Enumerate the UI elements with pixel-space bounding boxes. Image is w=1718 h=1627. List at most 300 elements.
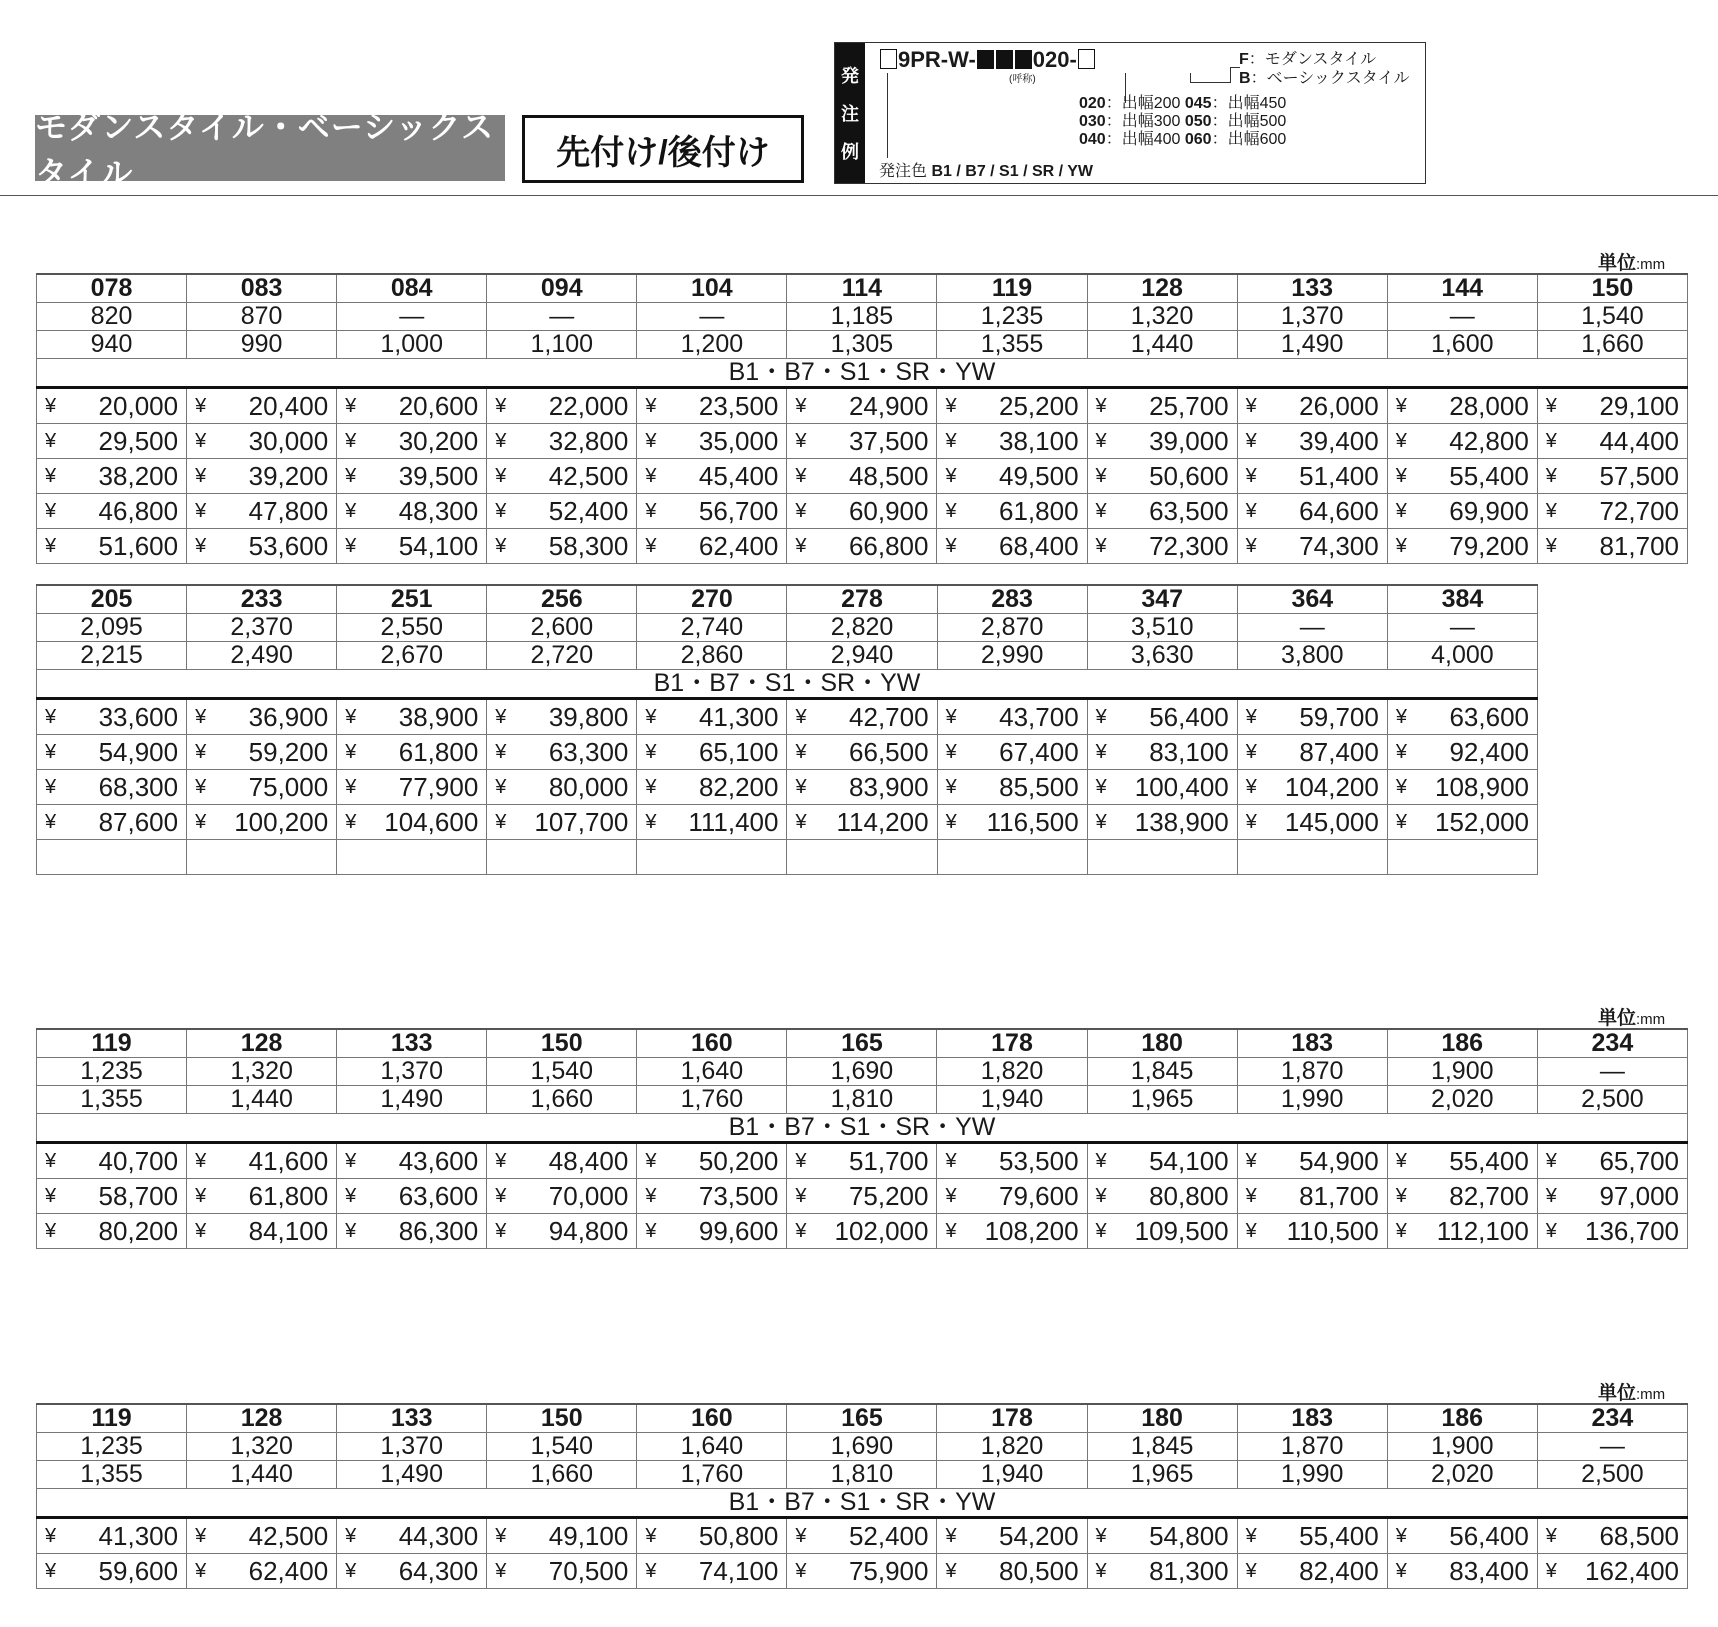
price-value: 68,500 [1599,1521,1679,1551]
dimension-value: 2,370 [187,614,337,642]
yen-symbol: ¥ [45,395,57,417]
yen-symbol: ¥ [345,1525,357,1547]
price-cell [1087,1518,1237,1554]
price-value: 45,400 [698,461,779,491]
price-value: 41,600 [248,1146,329,1176]
price-value: 83,400 [1449,1556,1529,1586]
price-cell [1237,735,1387,770]
price-cell [1087,459,1237,494]
price-value: 84,100 [248,1216,329,1246]
price-cell [1237,1554,1387,1589]
price-row [37,1143,1688,1179]
order-tag-char: 発 [841,66,859,86]
connector-line [1190,82,1230,83]
price-value: 104,200 [1284,772,1379,802]
price-cell [1237,1214,1387,1249]
price-value: 109,500 [1134,1216,1229,1246]
price-value: 41,300 [98,1521,179,1551]
price-value: 51,400 [1299,461,1379,491]
dimension-value: 1,820 [937,1433,1087,1461]
price-value: 145,000 [1284,807,1379,837]
style-desc: ：ベーシックスタイル [1250,70,1410,87]
price-cell [787,1143,937,1179]
price-row [37,494,1688,529]
price-cell [1537,1214,1687,1249]
filled-box [1015,50,1032,69]
price-value: 61,800 [999,496,1079,526]
dimension-value: 4,000 [1387,642,1537,670]
dimension-row [37,614,1538,642]
yen-symbol: ¥ [945,706,957,728]
price-value: 30,200 [398,426,479,456]
blank-cell [1087,840,1237,875]
price-value: 58,700 [98,1181,179,1211]
price-value: 42,800 [1449,426,1529,456]
price-value: 23,500 [698,391,779,421]
connector-line [1190,73,1191,82]
price-value: 61,800 [398,737,479,767]
width-desc: ：出幅200 [1105,95,1181,112]
dimension-value: 1,940 [937,1461,1087,1489]
price-cell [1387,529,1537,564]
placeholder-box [1078,49,1095,69]
price-value: 74,300 [1299,531,1379,561]
price-cell [937,459,1087,494]
dimension-value: 1,235 [937,303,1087,331]
price-value: 43,600 [398,1146,479,1176]
price-value: 82,400 [1299,1556,1379,1586]
dimension-value: 1,320 [187,1433,337,1461]
yen-symbol: ¥ [495,1560,507,1582]
price-value: 104,600 [384,807,479,837]
yen-symbol: ¥ [345,1220,357,1242]
dimension-value: 1,965 [1087,1086,1237,1114]
price-cell [637,388,787,424]
price-value: 87,600 [98,807,179,837]
price-cell [637,1214,787,1249]
model-code: 150 [487,1404,637,1433]
model-code: 234 [1537,1404,1687,1433]
style-legend [1239,50,1409,88]
yen-symbol: ¥ [1245,1560,1257,1582]
price-value: 22,000 [548,391,629,421]
yen-symbol: ¥ [1545,395,1557,417]
yen-symbol: ¥ [1545,1150,1557,1172]
yen-symbol: ¥ [795,1220,807,1242]
price-cell [787,1518,937,1554]
yen-symbol: ¥ [195,1185,207,1207]
yen-symbol: ¥ [1245,430,1257,452]
yen-symbol: ¥ [1245,535,1257,557]
yen-symbol: ¥ [45,500,57,522]
price-value: 80,800 [1149,1181,1229,1211]
price-value: 53,500 [999,1146,1079,1176]
price-cell [487,770,637,805]
price-value: 77,900 [398,772,479,802]
dimension-value: 1,000 [337,331,487,359]
price-cell [1237,1143,1387,1179]
model-code: 150 [1537,274,1687,303]
dimension-value: 2,740 [637,614,787,642]
yen-symbol: ¥ [795,1185,807,1207]
price-cell [1237,805,1387,840]
price-cell [37,699,187,735]
price-cell [637,424,787,459]
yen-symbol: ¥ [45,741,57,763]
price-value: 54,100 [1149,1146,1229,1176]
price-value: 36,900 [248,702,329,732]
model-code: 160 [637,1029,787,1058]
price-cell [787,459,937,494]
dimension-value: 2,095 [37,614,187,642]
yen-symbol: ¥ [495,776,507,798]
dimension-value: 1,540 [487,1433,637,1461]
price-cell [487,735,637,770]
yen-symbol: ¥ [795,706,807,728]
price-cell [187,699,337,735]
yen-symbol: ¥ [45,535,57,557]
dimension-value: 1,760 [637,1086,787,1114]
dimension-value: 1,370 [337,1433,487,1461]
blank-cell [337,840,487,875]
yen-symbol: ¥ [195,741,207,763]
yen-symbol: ¥ [1545,535,1557,557]
yen-symbol: ¥ [1395,741,1407,763]
width-code: 060 [1184,131,1212,148]
price-cell [637,805,787,840]
dimension-value: 1,200 [637,331,787,359]
yen-symbol: ¥ [495,535,507,557]
order-tag-char: 例 [841,142,859,162]
price-value: 39,800 [548,702,629,732]
price-value: 20,400 [248,391,329,421]
dimension-value: 990 [187,331,337,359]
price-cell [337,1554,487,1589]
model-code: 347 [1087,585,1237,614]
code-prefix: 9PR-W- [898,47,976,72]
width-desc: ：出幅600 [1211,131,1287,148]
price-cell [37,459,187,494]
width-desc: ：出幅400 [1105,131,1181,148]
price-value: 40,700 [98,1146,179,1176]
yen-symbol: ¥ [45,430,57,452]
model-code: 178 [937,1404,1087,1433]
price-value: 35,000 [698,426,779,456]
price-value: 54,100 [398,531,479,561]
dimension-value: 2,600 [487,614,637,642]
price-cell [187,424,337,459]
price-value: 25,200 [999,391,1079,421]
blank-cell [937,840,1087,875]
dimension-value: 3,630 [1087,642,1237,670]
dimension-value: 1,990 [1237,1086,1387,1114]
dimension-value: 1,370 [1237,303,1387,331]
yen-symbol: ¥ [195,776,207,798]
yen-symbol: ¥ [795,430,807,452]
price-value: 108,900 [1435,772,1529,802]
price-cell [337,424,487,459]
price-value: 116,500 [986,807,1079,837]
price-value: 38,900 [398,702,479,732]
yen-symbol: ¥ [1245,776,1257,798]
price-cell [937,1179,1087,1214]
yen-symbol: ¥ [45,1220,57,1242]
price-cell [1537,388,1687,424]
dimension-value: 1,355 [37,1086,187,1114]
price-value: 60,900 [848,496,929,526]
dimension-value: 3,800 [1237,642,1387,670]
price-cell [787,529,937,564]
yen-symbol: ¥ [1545,1560,1557,1582]
price-value: 62,400 [698,531,779,561]
yen-symbol: ¥ [195,465,207,487]
style-key: F [1239,51,1249,68]
yen-symbol: ¥ [345,1560,357,1582]
yen-symbol: ¥ [945,465,957,487]
price-cell [787,699,937,735]
dimension-value: 2,500 [1537,1086,1687,1114]
price-value: 82,700 [1449,1181,1529,1211]
yen-symbol: ¥ [345,1150,357,1172]
price-value: 30,000 [248,426,329,456]
dimension-value: 3,510 [1087,614,1237,642]
dimension-value: 1,660 [1537,331,1687,359]
blank-cell [787,840,937,875]
price-cell [1087,529,1237,564]
price-cell [1237,529,1387,564]
dimension-value: 1,540 [1537,303,1687,331]
price-cell [187,805,337,840]
price-cell [1387,735,1537,770]
price-row [37,529,1688,564]
yen-symbol: ¥ [945,535,957,557]
price-cell [787,735,937,770]
price-value: 108,200 [984,1216,1079,1246]
price-cell [1087,770,1237,805]
price-cell [1387,699,1537,735]
price-cell [1387,1143,1537,1179]
price-cell [937,699,1087,735]
yen-symbol: ¥ [645,500,657,522]
price-cell [337,1518,487,1554]
yen-symbol: ¥ [195,500,207,522]
dimension-value: — [1537,1058,1687,1086]
dimension-value: 2,940 [787,642,937,670]
width-code: 020 [1079,95,1106,112]
yen-symbol: ¥ [495,500,507,522]
price-value: 66,500 [849,737,929,767]
price-cell [787,388,937,424]
yen-symbol: ¥ [795,811,807,833]
dimension-value: 1,900 [1387,1058,1537,1086]
price-value: 33,600 [98,702,179,732]
price-value: 38,200 [98,461,179,491]
model-code: 364 [1237,585,1387,614]
price-value: 80,200 [98,1216,179,1246]
price-value: 52,400 [848,1521,929,1551]
price-value: 72,300 [1149,531,1229,561]
price-cell [187,529,337,564]
blank-cell [1237,840,1387,875]
price-cell [937,1554,1087,1589]
price-value: 114,200 [836,807,929,837]
price-cell [1387,805,1537,840]
yen-symbol: ¥ [1395,465,1407,487]
color-row [37,359,1688,388]
model-code: 180 [1087,1404,1237,1433]
yen-symbol: ¥ [345,741,357,763]
price-value: 59,600 [98,1556,179,1586]
price-cell [637,529,787,564]
yen-symbol: ¥ [645,706,657,728]
model-code: 119 [37,1404,187,1433]
price-cell [37,805,187,840]
price-cell [337,494,487,529]
color-row [37,670,1538,699]
price-value: 63,500 [1149,496,1229,526]
price-value: 65,700 [1599,1146,1679,1176]
price-cell [1537,1179,1687,1214]
yen-symbol: ¥ [1245,465,1257,487]
yen-symbol: ¥ [345,706,357,728]
yen-symbol: ¥ [1095,706,1107,728]
dimension-value: 820 [37,303,187,331]
price-table [36,1028,1688,1249]
dimension-value: 1,660 [487,1461,637,1489]
yen-symbol: ¥ [345,1185,357,1207]
price-value: 44,400 [1599,426,1679,456]
model-code: 278 [787,585,937,614]
price-value: 64,300 [398,1556,479,1586]
price-value: 112,100 [1436,1216,1529,1246]
price-cell [1087,699,1237,735]
price-value: 39,400 [1299,426,1379,456]
price-value: 67,400 [999,737,1079,767]
model-code: 128 [187,1029,337,1058]
price-value: 43,700 [999,702,1079,732]
yen-symbol: ¥ [495,1220,507,1242]
price-value: 83,900 [849,772,929,802]
price-value: 39,000 [1149,426,1229,456]
yen-symbol: ¥ [195,395,207,417]
yen-symbol: ¥ [195,535,207,557]
price-cell [1537,1518,1687,1554]
yen-symbol: ¥ [945,776,957,798]
price-value: 97,000 [1599,1181,1679,1211]
price-value: 39,200 [248,461,329,491]
model-code: 084 [337,274,487,303]
dimension-value: 1,870 [1237,1433,1387,1461]
price-value: 94,800 [548,1216,629,1246]
yen-symbol: ¥ [1545,500,1557,522]
dimension-value: 2,020 [1387,1086,1537,1114]
price-value: 162,400 [1585,1556,1679,1586]
price-cell [637,1518,787,1554]
model-code: 128 [187,1404,337,1433]
model-code: 234 [1537,1029,1687,1058]
price-table [36,584,1538,875]
color-row [37,1489,1688,1518]
yen-symbol: ¥ [1245,500,1257,522]
model-code: 183 [1237,1029,1387,1058]
price-value: 28,000 [1449,391,1529,421]
price-value: 87,400 [1299,737,1379,767]
price-row [37,699,1538,735]
price-cell [1087,1214,1237,1249]
price-value: 85,500 [999,772,1079,802]
yen-symbol: ¥ [795,1150,807,1172]
price-cell [487,388,637,424]
price-table [36,1403,1688,1589]
price-cell [487,529,637,564]
price-value: 29,100 [1599,391,1679,421]
price-value: 138,900 [1134,807,1229,837]
price-value: 56,700 [698,496,779,526]
yen-symbol: ¥ [1395,1525,1407,1547]
price-value: 63,600 [398,1181,479,1211]
price-value: 41,300 [698,702,779,732]
unit-label: 単位:mm [1598,1008,1666,1029]
price-cell [1237,1518,1387,1554]
yen-symbol: ¥ [45,465,57,487]
dimension-row [37,303,1688,331]
model-code-row [37,274,1688,303]
price-cell [937,529,1087,564]
yen-symbol: ¥ [645,430,657,452]
price-cell [1537,459,1687,494]
model-code: 119 [937,274,1087,303]
order-example-tag [835,43,865,183]
yen-symbol: ¥ [345,430,357,452]
price-cell [487,1554,637,1589]
price-cell [37,424,187,459]
price-cell [1087,424,1237,459]
price-value: 46,800 [98,496,179,526]
price-cell [937,1518,1087,1554]
model-code: 270 [637,585,787,614]
price-value: 55,400 [1299,1521,1379,1551]
dimension-value: 1,320 [1087,303,1237,331]
model-code: 205 [37,585,187,614]
price-cell [1537,1143,1687,1179]
unit-label: 単位:mm [1598,1383,1666,1404]
price-value: 75,200 [848,1181,929,1211]
price-value: 70,500 [548,1556,629,1586]
yen-symbol: ¥ [345,776,357,798]
model-code: 094 [487,274,637,303]
yen-symbol: ¥ [195,430,207,452]
price-cell [37,1518,187,1554]
price-value: 48,500 [848,461,929,491]
width-code: 050 [1184,113,1212,130]
price-cell [637,1143,787,1179]
dimension-value: 2,820 [787,614,937,642]
price-row [37,1518,1688,1554]
yen-symbol: ¥ [1545,430,1557,452]
price-cell [37,1214,187,1249]
price-value: 99,600 [698,1216,779,1246]
price-cell [187,1143,337,1179]
price-cell [187,1179,337,1214]
price-cell [1387,770,1537,805]
price-cell [1237,424,1387,459]
yen-symbol: ¥ [795,535,807,557]
price-value: 37,500 [848,426,929,456]
price-cell [337,459,487,494]
yen-symbol: ¥ [1095,465,1107,487]
dimension-value: 1,355 [937,331,1087,359]
price-value: 86,300 [398,1216,479,1246]
